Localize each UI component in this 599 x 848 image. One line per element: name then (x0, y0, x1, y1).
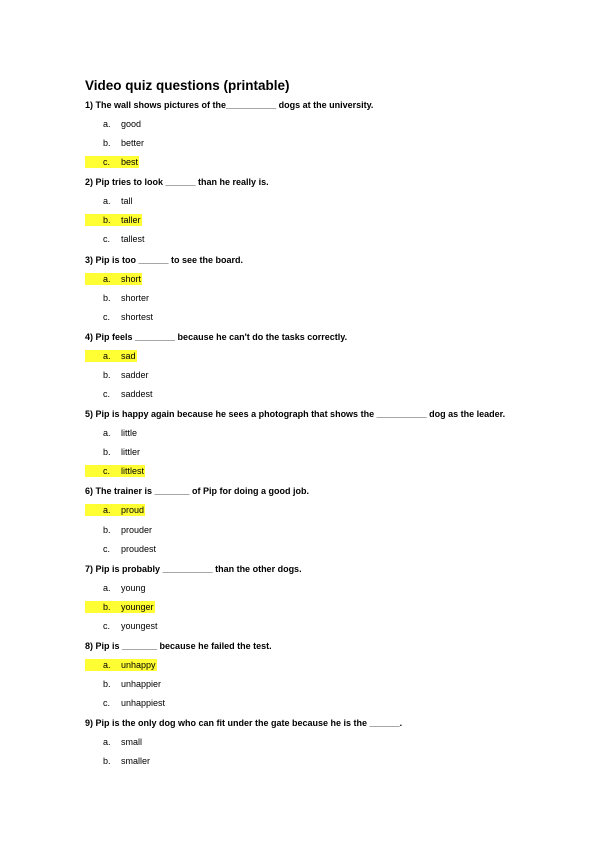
option-row (85, 620, 159, 632)
question-3 (85, 253, 515, 330)
answer-highlight (85, 601, 155, 613)
answer-highlight (85, 659, 157, 671)
option-letter: b. (103, 447, 111, 458)
option-row (85, 755, 151, 767)
answer-highlight (85, 156, 139, 168)
answer-option (85, 678, 515, 697)
page-title: Video quiz questions (printable) (85, 78, 290, 93)
answer-option (85, 736, 515, 755)
answer-option-highlighted (85, 659, 515, 678)
option-row (85, 582, 147, 594)
question-text: 6) The trainer is _______ of Pip for doing a good job. (85, 486, 310, 497)
answer-option-highlighted (85, 601, 515, 620)
option-text: better (121, 138, 145, 149)
option-text: small (121, 737, 143, 748)
option-letter: c. (103, 234, 111, 245)
option-row (85, 195, 134, 207)
option-row (85, 427, 138, 439)
question-1 (85, 98, 515, 175)
answer-option-highlighted (85, 350, 515, 369)
answer-option (85, 446, 515, 465)
option-text: best (121, 157, 139, 168)
question-text: 8) Pip is _______ because he failed the test. (85, 640, 272, 651)
option-letter: c. (103, 698, 111, 709)
option-letter: c. (103, 543, 111, 554)
option-row (85, 233, 146, 245)
option-row (85, 543, 157, 555)
option-letter: a. (103, 428, 111, 439)
option-text: younger (121, 601, 154, 612)
question-4 (85, 330, 515, 407)
option-list (85, 652, 515, 716)
question-2 (85, 175, 515, 252)
option-letter: a. (103, 119, 111, 129)
answer-option (85, 427, 515, 446)
option-list (85, 343, 515, 407)
option-letter: a. (103, 350, 111, 361)
option-text: prouder (121, 524, 153, 535)
option-text: saddest (121, 389, 153, 400)
option-text: little (121, 428, 138, 439)
option-letter: c. (103, 620, 111, 631)
option-list (85, 729, 515, 774)
option-text: youngest (121, 620, 158, 631)
option-letter: c. (103, 157, 111, 168)
option-text: taller (121, 215, 141, 226)
answer-option-highlighted (85, 504, 515, 523)
option-text: tall (121, 196, 133, 207)
option-list (85, 188, 515, 252)
answer-option-highlighted (85, 273, 515, 292)
option-row (85, 697, 166, 709)
question-text: 5) Pip is happy again because he sees a photograph that shows the __________ dog as the leader. (85, 409, 506, 420)
option-letter: c. (103, 311, 111, 322)
option-letter: a. (103, 196, 111, 207)
option-row (85, 137, 145, 149)
question-text: 9) Pip is the only dog who can fit under the gate because he is the ______. (85, 718, 403, 729)
answer-option (85, 388, 515, 407)
option-text: short (121, 273, 142, 284)
answer-option (85, 118, 515, 137)
answer-option (85, 369, 515, 388)
answer-option-highlighted (85, 465, 515, 484)
option-row (85, 678, 162, 690)
question-list (85, 98, 515, 774)
option-letter: b. (103, 369, 111, 380)
answer-option (85, 292, 515, 311)
answer-option-highlighted (85, 214, 515, 233)
option-row (85, 736, 143, 748)
question-6 (85, 484, 515, 561)
option-text: littlest (121, 466, 145, 477)
option-list (85, 266, 515, 330)
option-text: littler (121, 447, 141, 458)
question-7 (85, 562, 515, 639)
option-letter: b. (103, 215, 111, 226)
answer-highlight (85, 350, 137, 362)
question-9 (85, 716, 515, 774)
answer-option-highlighted (85, 156, 515, 175)
option-letter: c. (103, 389, 111, 400)
answer-highlight (85, 504, 145, 516)
option-text: shortest (121, 311, 154, 322)
answer-option (85, 524, 515, 543)
option-text: tallest (121, 234, 145, 245)
option-text: unhappiest (121, 698, 166, 709)
option-text: unhappy (121, 659, 156, 670)
option-text: good (121, 119, 142, 129)
question-text: 2) Pip tries to look ______ than he really is. (85, 177, 269, 188)
option-text: sadder (121, 369, 149, 380)
option-letter: b. (103, 756, 111, 767)
option-text: proud (121, 505, 145, 516)
question-text: 7) Pip is probably __________ than the other dogs. (85, 563, 302, 574)
option-letter: a. (103, 273, 111, 284)
option-row (85, 524, 153, 536)
option-row (85, 369, 150, 381)
option-letter: a. (103, 582, 111, 593)
option-list (85, 111, 515, 175)
option-text: sad (121, 350, 136, 361)
option-letter: b. (103, 679, 111, 690)
option-letter: b. (103, 138, 111, 149)
option-text: shorter (121, 292, 150, 303)
answer-option (85, 137, 515, 156)
answer-highlight (85, 214, 142, 226)
option-letter: b. (103, 524, 111, 535)
option-row (85, 311, 154, 323)
answer-option (85, 620, 515, 639)
answer-option (85, 755, 515, 774)
answer-option (85, 697, 515, 716)
option-text: smaller (121, 756, 151, 767)
answer-option (85, 233, 515, 252)
answer-option (85, 543, 515, 562)
option-text: proudest (121, 543, 157, 554)
option-list (85, 420, 515, 484)
question-text: 3) Pip is too ______ to see the board. (85, 254, 244, 265)
option-letter: a. (103, 505, 111, 516)
option-text: unhappier (121, 679, 162, 690)
answer-option (85, 311, 515, 330)
option-letter: c. (103, 466, 111, 477)
question-5 (85, 407, 515, 484)
question-8 (85, 639, 515, 716)
answer-option (85, 195, 515, 214)
option-list (85, 497, 515, 561)
option-row (85, 446, 141, 458)
answer-option (85, 582, 515, 601)
question-text: 4) Pip feels ________ because he can't do the tasks correctly. (85, 331, 348, 342)
option-row (85, 118, 142, 130)
quiz-page (85, 76, 515, 774)
option-text: young (121, 582, 146, 593)
option-row (85, 388, 154, 400)
option-letter: b. (103, 292, 111, 303)
option-row (85, 292, 150, 304)
option-letter: a. (103, 737, 111, 748)
option-list (85, 575, 515, 639)
option-letter: b. (103, 601, 111, 612)
answer-highlight (85, 465, 145, 477)
answer-highlight (85, 273, 142, 285)
option-letter: a. (103, 659, 111, 670)
question-text: 1) The wall shows pictures of the__________ dogs at the university. (85, 100, 374, 110)
